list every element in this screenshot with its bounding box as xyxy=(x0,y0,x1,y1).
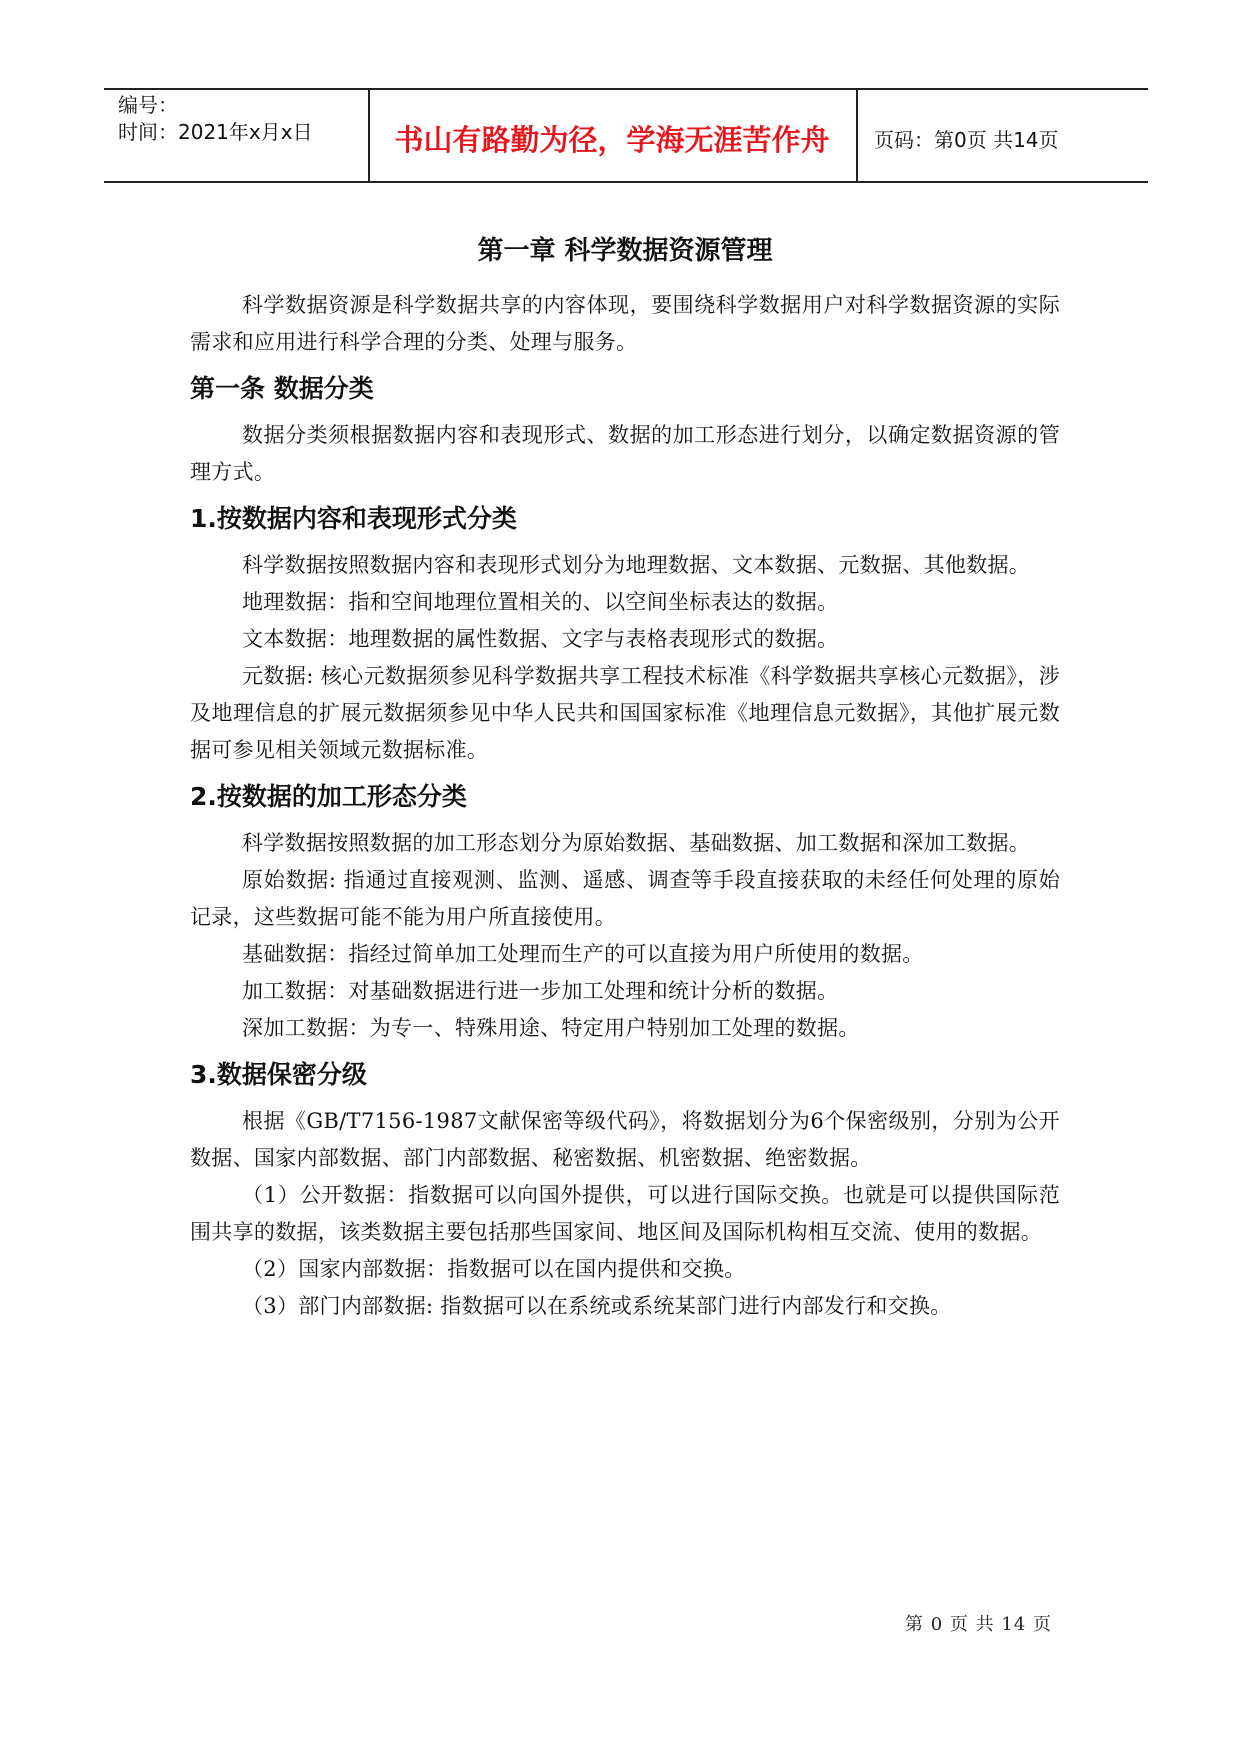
header-top-rule xyxy=(104,88,1148,90)
section-2-title: 2.按数据的加工形态分类 xyxy=(190,782,467,811)
header-bottom-rule xyxy=(104,181,1148,183)
section-3-paragraph: （2）国家内部数据：指数据可以在国内提供和交换。 xyxy=(242,1257,746,1281)
header-motto: 书山有路勤为径，学海无涯苦作舟 xyxy=(394,123,830,157)
header-divider-left xyxy=(368,89,370,181)
page-footer: 第 0 页 共 14 页 xyxy=(905,1614,1052,1635)
document-body xyxy=(190,220,1060,1325)
number-label: 编号： xyxy=(118,93,178,117)
header-page-label: 页码：第0页 共14页 xyxy=(874,128,1059,152)
section-3-title: 3.数据保密分级 xyxy=(190,1060,367,1089)
section-2-paragraph: 加工数据：对基础数据进行进一步加工处理和统计分析的数据。 xyxy=(242,979,839,1003)
section-1-title: 1.按数据内容和表现形式分类 xyxy=(190,504,517,533)
section-2-paragraph: 原始数据: 指通过直接观测、监测、遥感、调查等手段直接获取的未经任何处理的原始记录，这些数据可能不能为用户所直接使用。 xyxy=(190,868,1060,929)
header-divider-right xyxy=(856,89,858,181)
time-label: 时间：2021年x月x日 xyxy=(118,120,313,144)
section-1-paragraph: 科学数据按照数据内容和表现形式划分为地理数据、文本数据、元数据、其他数据。 xyxy=(242,553,1031,577)
section-1-paragraph: 元数据: 核心元数据须参见科学数据共享工程技术标准《科学数据共享核心元数据》，涉及地理信息的扩展元数据须参见中华人民共和国国家标准《地理信息元数据》，其他扩展元数据可参见相关领域元数据标准。 xyxy=(190,664,1060,762)
section-2-paragraph: 深加工数据：为专一、特殊用途、特定用户特别加工处理的数据。 xyxy=(242,1016,860,1040)
section-1-paragraph: 地理数据：指和空间地理位置相关的、以空间坐标表达的数据。 xyxy=(242,590,839,614)
article-1-text: 数据分类须根据数据内容和表现形式、数据的加工形态进行划分，以确定数据资源的管理方式。 xyxy=(190,423,1060,484)
section-2-paragraph: 科学数据按照数据的加工形态划分为原始数据、基础数据、加工数据和深加工数据。 xyxy=(242,831,1031,855)
section-3-paragraph: （1）公开数据：指数据可以向国外提供，可以进行国际交换。也就是可以提供国际范围共享的数据，该类数据主要包括那些国家间、地区间及国际机构相互交流、使用的数据。 xyxy=(190,1183,1060,1244)
section-1-paragraph: 文本数据：地理数据的属性数据、文字与表格表现形式的数据。 xyxy=(242,627,839,651)
header-info xyxy=(118,92,313,146)
section-2-paragraph: 基础数据：指经过简单加工处理而生产的可以直接为用户所使用的数据。 xyxy=(242,942,924,966)
article-1-title: 第一条 数据分类 xyxy=(190,374,374,403)
section-3-paragraph: 根据《GB/T7156-1987文献保密等级代码》，将数据划分为6个保密级别，分别为公开数据、国家内部数据、部门内部数据、秘密数据、机密数据、绝密数据。 xyxy=(190,1109,1060,1170)
intro-paragraph: 科学数据资源是科学数据共享的内容体现，要围绕科学数据用户对科学数据资源的实际需求和应用进行科学合理的分类、处理与服务。 xyxy=(190,293,1060,354)
section-3-paragraph: （3）部门内部数据: 指数据可以在系统或系统某部门进行内部发行和交换。 xyxy=(242,1294,952,1318)
chapter-title: 第一章 科学数据资源管理 xyxy=(477,236,773,266)
